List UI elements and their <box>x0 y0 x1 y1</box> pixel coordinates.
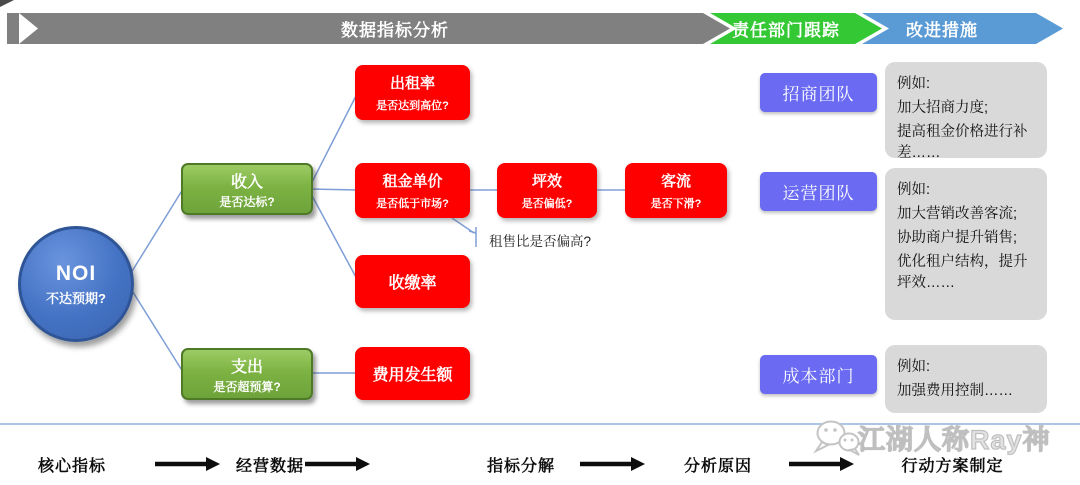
team-operations: 运营团队 <box>760 172 877 211</box>
metric-foot-traffic <box>625 163 727 218</box>
metric-collection <box>355 255 470 308</box>
process-step-business-data: 经营数据 <box>235 457 304 475</box>
team-leasing: 招商团队 <box>760 73 877 112</box>
process-step-analyze-cause: 分析原因 <box>683 457 752 475</box>
branch-expense-subtitle: 是否超预算? <box>213 379 281 394</box>
example-operations-line: 例如: <box>897 182 931 198</box>
metric-occupancy <box>355 65 470 120</box>
rent-to-sales-note: 租售比是否偏高? <box>489 234 592 249</box>
branch-income-title: 收入 <box>230 173 263 191</box>
metric-sales-per-area <box>497 163 597 218</box>
example-operations <box>885 168 1047 320</box>
example-cost-line: 例如: <box>897 359 931 375</box>
noi-root-node <box>18 226 134 342</box>
wechat-icon <box>816 422 859 456</box>
metric-collection-title: 收缴率 <box>388 275 437 292</box>
process-step-decompose: 指标分解 <box>486 457 555 475</box>
metric-sales-per-area-subtitle: 是否偏低? <box>521 198 573 210</box>
corner-mark <box>0 0 14 7</box>
example-operations-line: 协助商户提升销售; <box>897 230 1018 247</box>
branch-income-subtitle: 是否达标? <box>219 194 275 209</box>
example-leasing-line: 提高租金价格进行补差…… <box>897 124 1028 162</box>
watermark-text: 江湖人称Ray神 <box>858 425 1051 455</box>
metric-foot-traffic-subtitle: 是否下滑? <box>650 198 702 210</box>
example-operations-line: 加大营销改善客流; <box>897 206 1018 223</box>
example-cost-line: 加强费用控制…… <box>897 383 1013 400</box>
branch-expense-title: 支出 <box>230 358 263 376</box>
banner-dept-tracking-label: 责任部门跟踪 <box>732 21 840 40</box>
metric-rent-price <box>355 163 470 218</box>
metric-expense-amount <box>355 347 470 400</box>
team-cost: 成本部门 <box>760 355 877 394</box>
metric-occupancy-subtitle: 是否达到高位? <box>376 100 449 112</box>
metric-foot-traffic-title: 客流 <box>660 173 691 190</box>
branch-expense <box>181 348 313 400</box>
process-step-action-plan: 行动方案制定 <box>901 457 1004 475</box>
banner-data-analysis-label: 数据指标分析 <box>341 21 449 40</box>
example-cost <box>885 345 1047 413</box>
metric-occupancy-title: 出租率 <box>389 75 435 92</box>
banner-improvement-label: 改进措施 <box>906 21 978 40</box>
example-leasing-line: 加大招商力度; <box>897 100 989 117</box>
metric-rent-price-subtitle: 是否低于市场? <box>376 198 449 210</box>
process-step-core-metrics: 核心指标 <box>37 457 106 475</box>
metric-expense-amount-title: 费用发生额 <box>372 367 453 384</box>
noi-subtitle: 不达预期? <box>46 290 106 306</box>
example-leasing <box>885 62 1047 162</box>
example-leasing-line: 例如: <box>897 76 931 92</box>
metric-sales-per-area-title: 坪效 <box>531 173 562 190</box>
noi-title: NOI <box>55 261 97 285</box>
branch-income <box>181 163 313 215</box>
metric-rent-price-title: 租金单价 <box>382 173 443 190</box>
example-operations-line: 优化租户结构，提升坪效…… <box>897 254 1028 292</box>
